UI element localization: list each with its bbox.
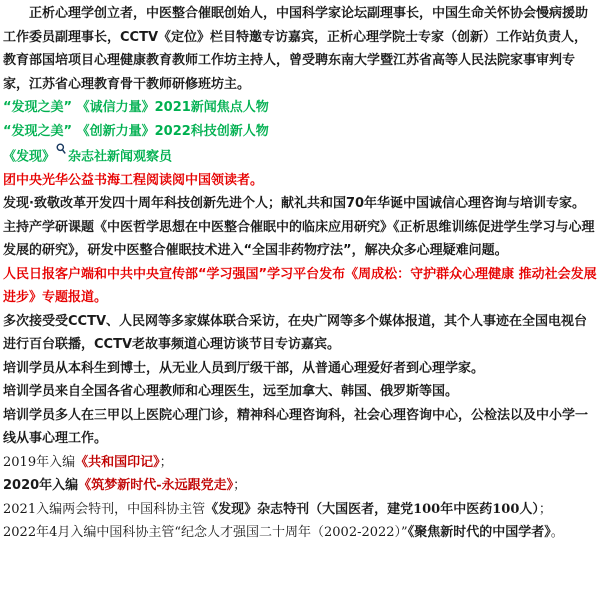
text-run: 培训学员来自全国各省心理教师和心理医生，远至加拿大、韩国、俄罗斯等国。 — [3, 384, 459, 400]
research-projects-paragraph — [3, 216, 597, 263]
text-run: 《发现》杂志特刊（大国医者，建党100年中医药100人） — [205, 501, 539, 517]
honor-line-faxian-observer — [3, 143, 597, 169]
trainees-range-paragraph — [3, 357, 597, 381]
text-run: 《筑梦新时代-永远跟党走》 — [78, 478, 234, 494]
media-interviews-paragraph — [3, 310, 597, 357]
inclusion-2020-line — [3, 474, 597, 498]
honor-line-2021-news-figure — [3, 96, 597, 120]
text-run: 发现·致敬改革开发四十周年科技创新先进个人；献礼共和国70年华诞中国诚信心理咨询与培训专家。 — [3, 196, 586, 212]
text-run: 2022年4月入编中国科协主管“纪念人才强国二十周年（2002-2022）” — [3, 525, 408, 541]
text-run: 《聚焦新时代的中国学者》 — [407, 525, 551, 541]
text-run: 培训学员多人在三甲以上医院心理门诊，精神科心理咨询科，社会心理咨询中心，公检法以及中小学一线从事心理工作。 — [3, 407, 589, 447]
trainees-origin-paragraph — [3, 380, 597, 404]
text-run: 团中央光华公益书海工程阅读阅中国领读者。 — [3, 172, 264, 188]
text-run: 培训学员从本科生到博士，从无业人员到厅级干部，从普通心理爱好者到心理学家。 — [3, 360, 485, 376]
text-run: “发现之美” 《诚信力量》2021新闻焦点人物 — [3, 100, 269, 115]
text-run: 《发现》 — [3, 149, 56, 165]
text-run: 2020年入编 — [3, 478, 79, 494]
bio-intro-paragraph — [3, 2, 597, 96]
text-run: 多次接受受CCTV、人民网等多家媒体联合采访，在央广网等多个媒体报道，其个人事迹在全国电视台进行百台联播，CCTV老故事频道心理访谈节目专访嘉宾。 — [3, 313, 588, 353]
text-run: 杂志社新闻观察员 — [68, 149, 173, 165]
honor-line-40th-anniversary — [3, 192, 597, 216]
honor-line-2022-tech-innovator — [3, 120, 597, 144]
text-run: 主持产学研课题《中医哲学思想在中医整合催眠中的临床应用研究》《正析思维训练促进学生学习与心理发展的研究》，研发中医整合催眠技术进入“全国非药物疗法”，解决众多心理疑难问题。 — [3, 219, 595, 259]
text-run: ； — [159, 454, 173, 470]
text-run: 。 — [550, 525, 564, 541]
text-run: 《共和国印记》 — [75, 454, 160, 470]
text-run: 正析心理学创立者，中医整合催眠创始人，中国科学家论坛副理事长，中国生命关怀协会慢病援助工作委员副理事长，CCTV《定位》栏目特邀专访嘉宾，正析心理学院士专家（创新）工作站负责人，教育部国培项目心理健康教育教师工作坊主持人，曾受聘东南大学暨江苏省高等人民法院家事审判专家，江苏省心理教育骨干教师研修班坊主。 — [3, 6, 589, 92]
people-daily-report-paragraph — [3, 263, 597, 310]
text-run: ； — [538, 501, 552, 517]
inclusion-2021-line — [3, 498, 597, 522]
text-run: 2019年入编 — [3, 454, 76, 470]
honor-line-reading-leader — [3, 169, 597, 193]
text-run: ； — [233, 478, 247, 494]
text-run: 人民日报客户端和中共中央宣传部“学习强国”学习平台发布《周成松：守护群众心理健康 推动社会发展进步》专题报道。 — [3, 266, 597, 306]
search-icon — [56, 143, 66, 155]
trainees-career-paragraph — [3, 404, 597, 451]
inclusion-2019-line — [3, 451, 597, 475]
inclusion-2022-line — [3, 521, 597, 545]
text-run: 2021入编两会特刊，中国科协主管 — [3, 501, 206, 517]
text-run: “发现之美” 《创新力量》2022科技创新人物 — [3, 123, 269, 139]
